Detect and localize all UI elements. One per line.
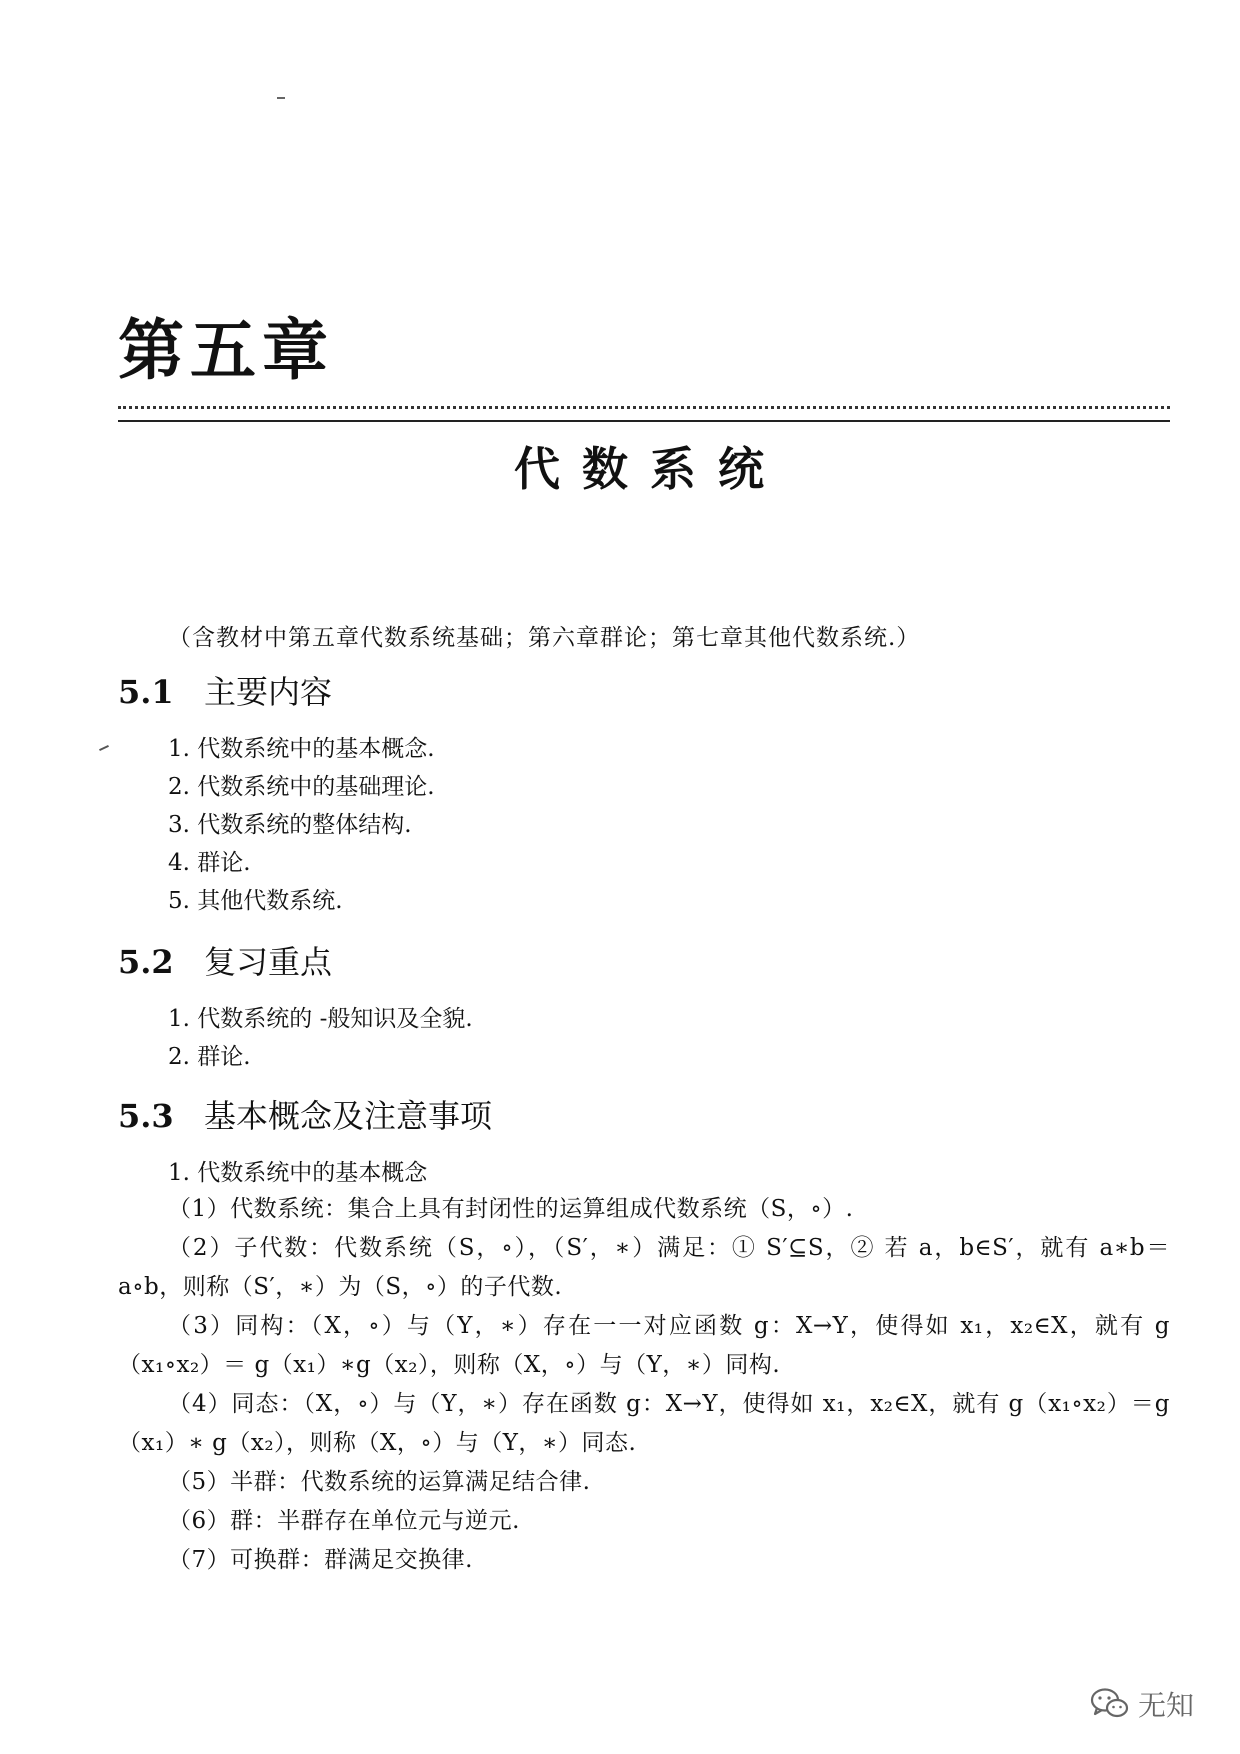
definition-paragraph: （1）代数系统：集合上具有封闭性的运算组成代数系统（S，∘）.: [168, 1196, 854, 1222]
chapter-title: 代数系统: [514, 442, 786, 496]
scan-mark: [99, 745, 109, 751]
definition-paragraph: （5）半群：代数系统的运算满足结合律.: [168, 1469, 591, 1495]
list-item: 2. 群论.: [168, 1044, 251, 1070]
section-title: 复习重点: [204, 943, 333, 981]
list-item: 3. 代数系统的整体结构.: [168, 812, 412, 838]
chapter-scope-note: （含教材中第五章代数系统基础；第六章群论；第七章其他代数系统.）: [168, 625, 921, 651]
list-item: 2. 代数系统中的基础理论.: [168, 774, 435, 800]
list-item: 5. 其他代数系统.: [168, 888, 343, 914]
definition-paragraph: （6）群：半群存在单位元与逆元.: [168, 1508, 520, 1534]
section-title: 基本概念及注意事项: [204, 1097, 493, 1135]
list-item: 1. 代数系统中的基本概念.: [168, 736, 435, 762]
section-heading-5-2: [118, 943, 333, 981]
section-number: 5.1: [118, 673, 174, 711]
section-number: 5.2: [118, 943, 174, 981]
list-item: 4. 群论.: [168, 850, 251, 876]
chapter-divider-dotted: [118, 406, 1170, 409]
watermark-text: 无知: [1137, 1689, 1194, 1722]
definition-paragraph: （7）可换群：群满足交换律.: [168, 1547, 473, 1573]
watermark: [1090, 1684, 1194, 1724]
section-title: 主要内容: [204, 673, 333, 711]
section-number: 5.3: [118, 1097, 174, 1135]
definition-paragraph: （2）子代数：代数系统（S，∘），（S′，∗）满足：① S′⊆S，② 若 a，b∈S′，就有 a∗b＝a∘b，则称（S′，∗）为（S，∘）的子代数.: [118, 1235, 1170, 1300]
section-heading-5-1: [118, 673, 333, 711]
scan-mark: [277, 97, 285, 99]
section-heading-5-3: [118, 1097, 493, 1135]
subheading: 1. 代数系统中的基本概念: [168, 1160, 428, 1186]
chapter-label: 第五章: [118, 312, 334, 389]
definition-paragraph: （4）同态：（X，∘）与（Y，∗）存在函数 g：X→Y，使得如 x₁，x₂∈X，就有 g（x₁∘x₂）＝g（x₁）∗ g（x₂），则称（X，∘）与（Y，∗）同态.: [118, 1391, 1170, 1456]
definition-paragraph: （3）同构：（X，∘）与（Y，∗）存在一一对应函数 g：X→Y，使得如 x₁，x₂∈X，就有 g（x₁∘x₂）＝ g（x₁）∗g（x₂），则称（X，∘）与（Y，∗）同构.: [118, 1313, 1170, 1378]
list-item: 1. 代数系统的 -般知识及全貌.: [168, 1006, 473, 1032]
chapter-divider: [118, 420, 1170, 422]
wechat-icon: [1090, 1687, 1130, 1721]
